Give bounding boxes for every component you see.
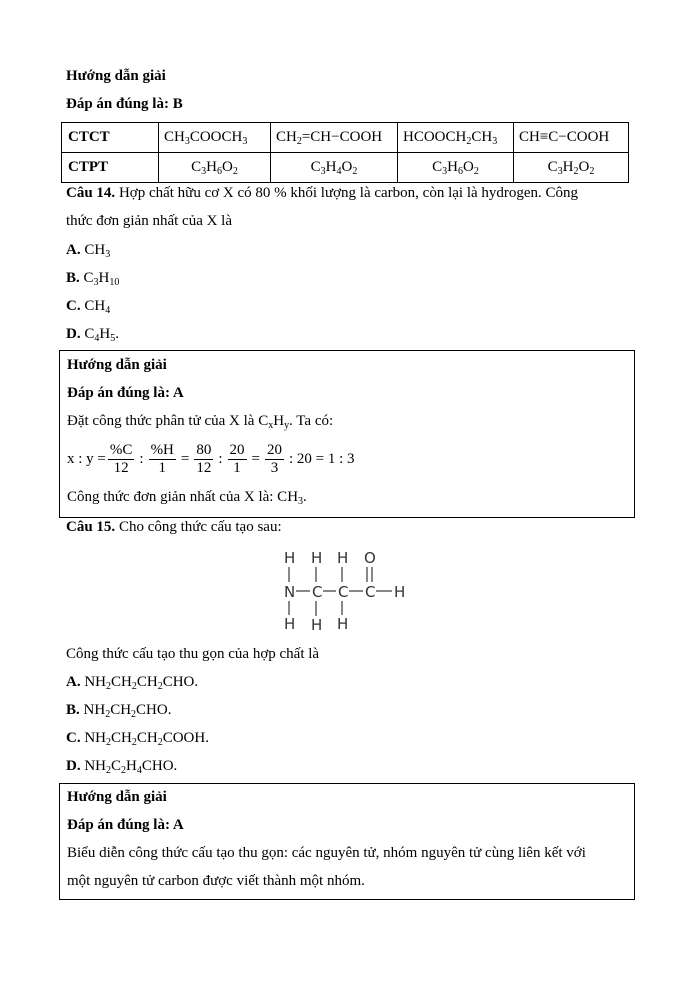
q13-solution-heading: Hướng dẫn giải xyxy=(66,68,166,84)
q14-text: Hợp chất hữu cơ X có 80 % khối lượng là carbon, còn lại là hydrogen. Công xyxy=(115,185,579,201)
atom-h: H xyxy=(337,615,349,633)
q14-solution-setup: Đặt công thức phân tử của X là $C_xH_y$. Ta có: xyxy=(67,413,334,431)
row-label: CTPT xyxy=(62,153,159,183)
atom-h: H xyxy=(311,549,323,567)
formula-cell: $CH_3COOCH_3$ xyxy=(159,123,271,153)
q15-solution-text: Biểu diễn công thức cấu tạo thu gọn: các nguyên tử, nhóm nguyên tử cùng liên kết với xyxy=(67,845,586,861)
q15-prompt: Công thức cấu tạo thu gọn của hợp chất là xyxy=(66,646,320,662)
q14-number: Câu 14. xyxy=(66,185,116,201)
q15-solution-text-cont: một nguyên tử carbon được viết thành một nhóm. xyxy=(67,873,365,889)
row-label: CTCT xyxy=(62,123,159,153)
formula-cell: $C_3H_6O_2$ xyxy=(398,153,514,183)
formula-cell: $C_3H_4O_2$ xyxy=(271,153,398,183)
q15-solution-box xyxy=(59,783,635,900)
q14-option-b: B. $C_3H_{10}$ xyxy=(66,270,120,288)
atom-o: O xyxy=(364,549,376,567)
table-row-ctct xyxy=(62,123,629,153)
formula-cell: $CH_2=CH-COOH$ xyxy=(271,123,398,153)
table-row-ctpt xyxy=(62,153,629,183)
q15-solution-heading: Hướng dẫn giải xyxy=(67,789,167,805)
atom-h: H xyxy=(311,616,323,634)
q14-solution-box xyxy=(59,350,635,518)
q15-number: Câu 15. xyxy=(66,519,116,535)
q14-question-cont: thức đơn giản nhất của X là xyxy=(66,213,233,229)
formula-cell: $C_3H_6O_2$ xyxy=(159,153,271,183)
formula-cell: $C_3H_2O_2$ xyxy=(514,153,629,183)
formula-cell: CH≡C−COOH xyxy=(514,123,629,153)
q14-option-c: C. $CH_4$ xyxy=(66,298,111,316)
atom-h: H xyxy=(394,583,406,601)
q14-question xyxy=(66,184,578,202)
atom-c: C xyxy=(338,583,349,601)
atom-c: C xyxy=(365,583,376,601)
q15-option-b: B. $NH_2CH_2CHO$. xyxy=(66,702,172,720)
q14-solution-heading: Hướng dẫn giải xyxy=(67,357,167,373)
q13-answer: Đáp án đúng là: B xyxy=(66,96,183,112)
structural-formula-diagram xyxy=(276,545,416,635)
q15-question xyxy=(66,518,282,536)
formula-table xyxy=(61,122,629,183)
q14-option-d: D. $C_4H_5$. xyxy=(66,326,119,344)
q14-ratio-equation: x : y = $\frac{\%C}{12}$ : $\frac{\%H}{1}$ = $\frac{80}{12}$ : $\frac{20}{1}$ = $\frac{20}{3}$ : 20 = 1 : 3 xyxy=(67,441,355,476)
q15-text: Cho công thức cấu tạo sau: xyxy=(115,519,282,535)
q15-answer: Đáp án đúng là: A xyxy=(67,817,184,833)
q15-option-c: C. $NH_2CH_2CH_2COOH$. xyxy=(66,730,209,748)
q14-option-a: A. $CH_3$ xyxy=(66,242,111,260)
atom-h: H xyxy=(284,549,296,567)
q14-answer: Đáp án đúng là: A xyxy=(67,385,184,401)
atom-n: N xyxy=(284,583,296,601)
atom-h: H xyxy=(337,549,349,567)
q15-option-a: A. $NH_2CH_2CH_2CHO$. xyxy=(66,674,199,692)
formula-cell: $HCOOCH_2CH_3$ xyxy=(398,123,514,153)
atom-c: C xyxy=(312,583,323,601)
atom-h: H xyxy=(284,615,296,633)
q15-option-d: D. $NH_2C_2H_4CHO$. xyxy=(66,758,178,776)
q14-conclusion: Công thức đơn giản nhất của X là: $CH_3$. xyxy=(67,489,307,507)
